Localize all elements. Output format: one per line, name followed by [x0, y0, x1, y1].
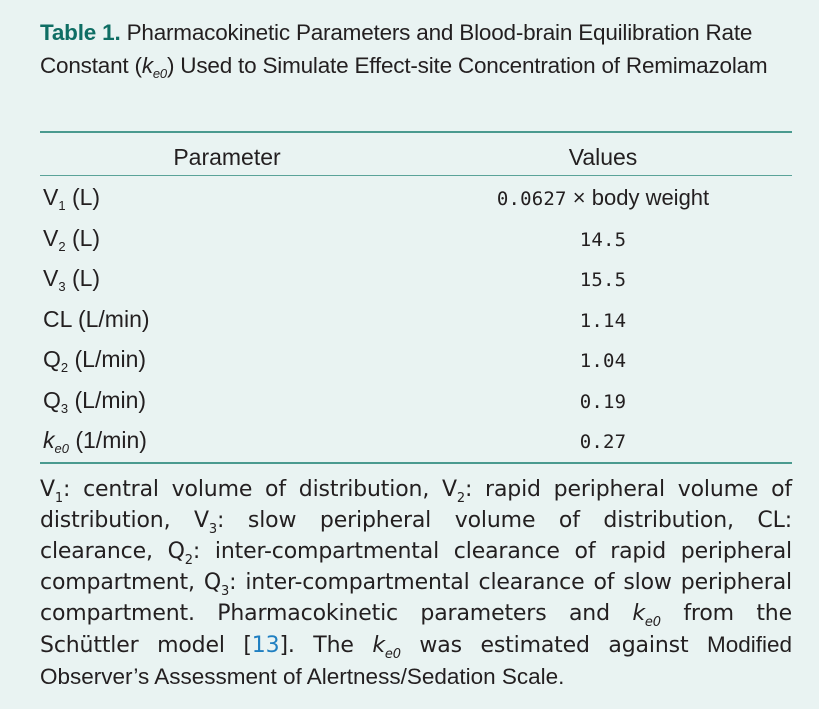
- caption-text-part2: ) Used to Simulate Effect-site Concentration of Remimazolam: [166, 53, 768, 78]
- reference-link[interactable]: 13: [251, 633, 280, 658]
- table-caption: [40, 16, 792, 82]
- header-values: Values: [568, 144, 638, 170]
- table-row: [40, 299, 792, 339]
- table-footnote: $V_1$: central volume of distribution, $V_2$: rapid peripheral volume of distribution, $V_3$: slow peripheral volume of distribution, CL: clearance, $Q_2$: inter-compartmental clearance of rapid peripheral compartment, $Q_3$: inter-compartmental clearance of slow peripheral compartment. Pharmacokinetic parameters and $k_{e0}$ from the Schüttler model [13]. The $k_{e0}$ was estimated against Modified Observer’s Assessment of Alertness/Sedation Scale.: [40, 477, 792, 689]
- table-row: [40, 339, 792, 379]
- header-parameter: Parameter: [173, 144, 281, 170]
- caption-k-symbol: k: [141, 53, 153, 78]
- value-cell: 1.14: [579, 310, 627, 332]
- parameter-cell: $k_{e0}$ (1/min): [43, 427, 147, 456]
- caption-text-part1: Pharmacokinetic Parameters and Blood-brain Equilibration Rate Constant (: [40, 20, 753, 78]
- parameter-cell: $Q_2$ (L/min): [43, 346, 147, 375]
- value-cell: 1.04: [579, 350, 627, 372]
- parameter-cell: $V_2$ (L): [43, 225, 101, 254]
- caption-label: Table 1.: [40, 20, 121, 45]
- table-row: [40, 380, 792, 420]
- parameter-cell: $Q_3$ (L/min): [43, 387, 147, 416]
- table-bottom-rule: [40, 462, 792, 464]
- value-cell: 0.27: [579, 431, 627, 453]
- parameter-cell: $V_1$ (L): [43, 184, 101, 213]
- table-row: [40, 420, 792, 460]
- table-row: [40, 218, 792, 258]
- caption-k-subscript: e0: [152, 66, 167, 81]
- parameter-cell: CL (L/min): [43, 306, 150, 332]
- header-rule: [40, 175, 792, 176]
- value-cell: 0.19: [579, 391, 627, 413]
- parameter-cell: $V_3$ (L): [43, 265, 101, 294]
- table-top-rule: [40, 131, 792, 133]
- value-cell: 15.5: [579, 269, 627, 291]
- table-row: [40, 177, 792, 217]
- table-row: [40, 258, 792, 298]
- value-cell: 14.5: [579, 229, 627, 251]
- value-cell: 0.0627 × body weight: [496, 185, 710, 210]
